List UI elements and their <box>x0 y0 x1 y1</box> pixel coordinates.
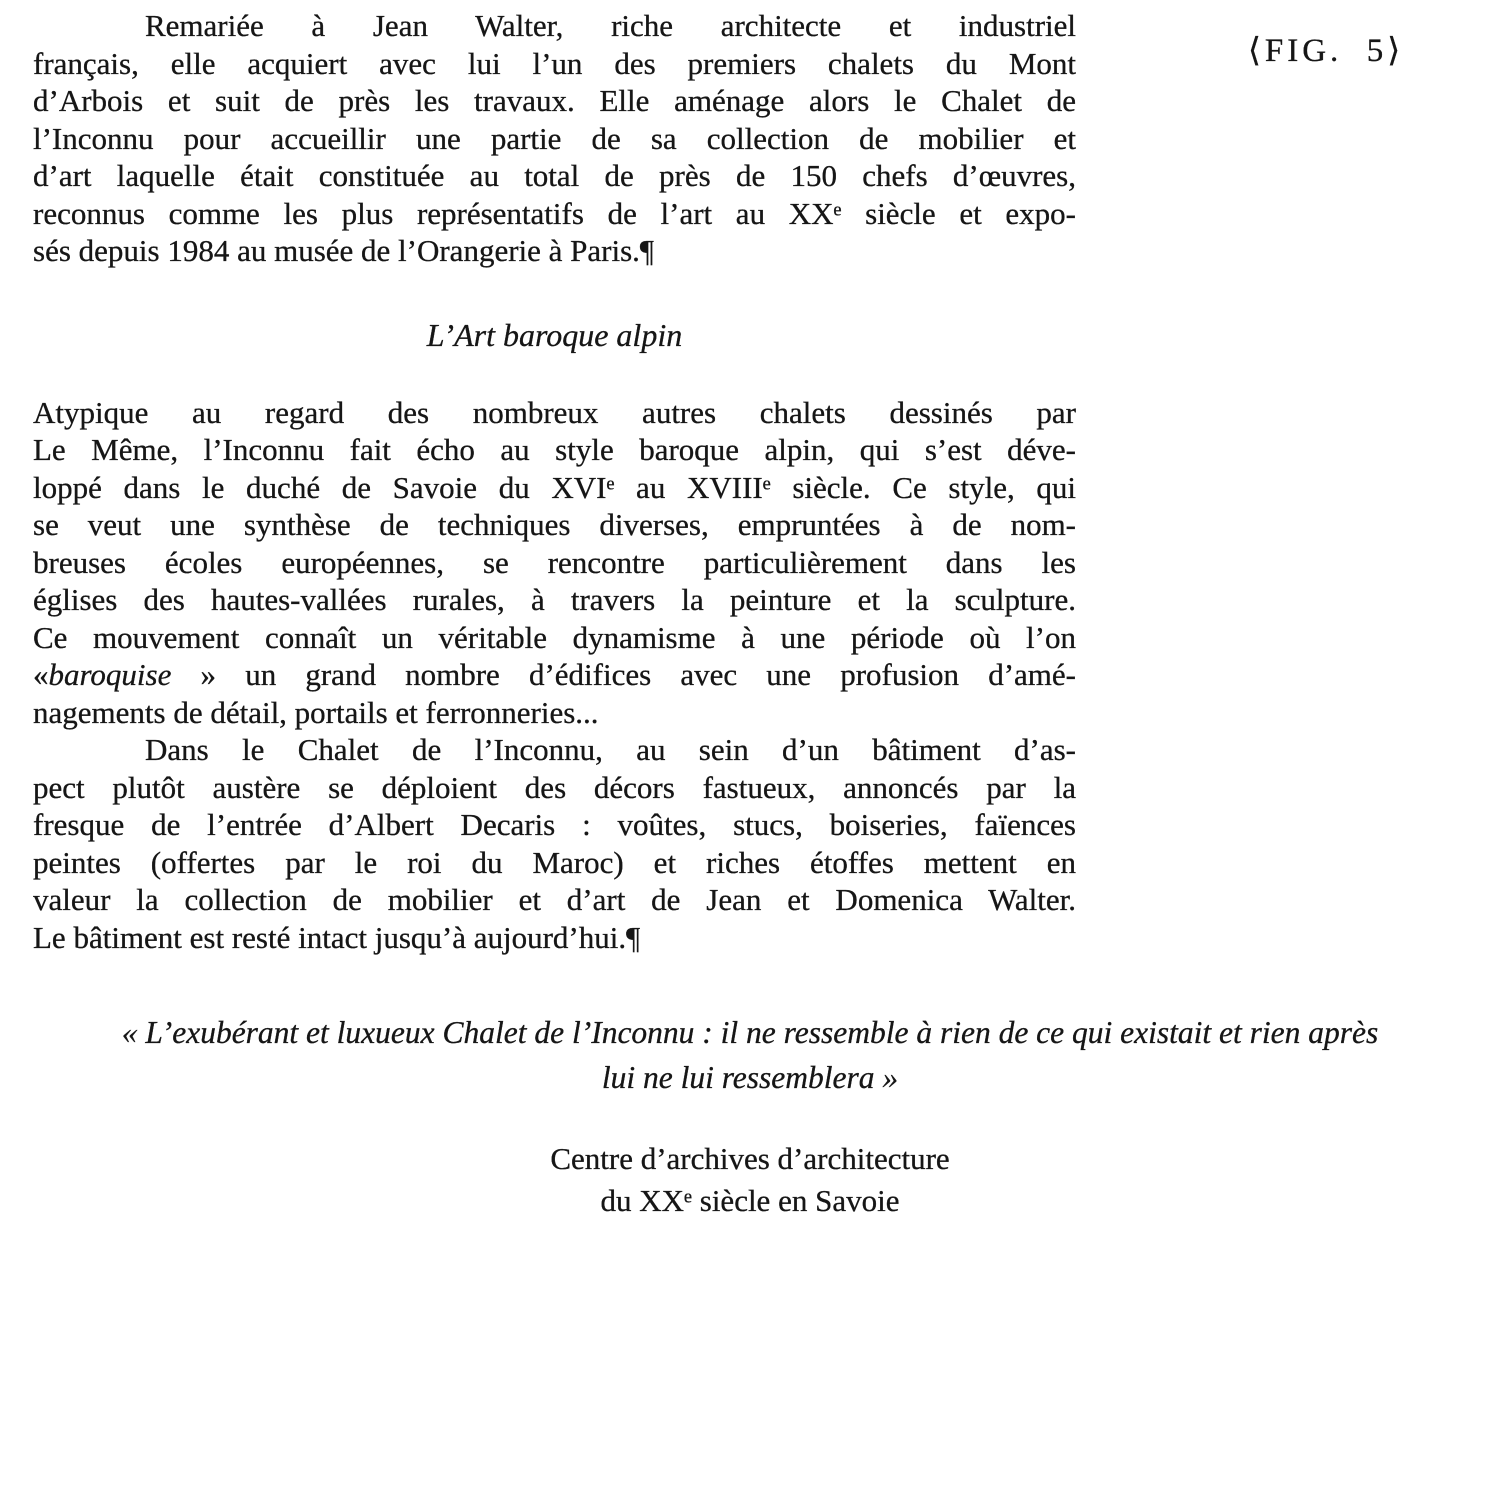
main-text-column <box>33 0 1076 956</box>
text-line: peintes (offertes par le roi du Maroc) et riches étoffes mettent en <box>33 844 1076 880</box>
figure-reference: ⟨FIG. 5⟩ <box>1248 33 1405 69</box>
text-line: d’Arbois et suit de près les travaux. Elle aménage alors le Chalet de <box>33 83 1076 118</box>
credit-line: Centre d’archives d’architecture <box>550 1141 950 1176</box>
quote-line: lui ne lui ressemblera » <box>601 1060 899 1095</box>
text-line: reconnus comme les plus représentatifs de l’art au XXᵉ siècle et expo- <box>33 195 1076 231</box>
text-line: loppé dans le duché de Savoie du XVIᵉ au XVIIIᵉ siècle. Ce style, qui <box>33 469 1076 505</box>
text-line: valeur la collection de mobilier et d’art de Jean et Domenica Walter. <box>33 882 1076 917</box>
text-line: nagements de détail, portails et ferronneries... <box>33 694 599 730</box>
text-line: Le Même, l’Inconnu fait écho au style baroque alpin, qui s’est déve- <box>33 432 1076 467</box>
text-line: Ce mouvement connaît un véritable dynamisme à une période où l’on <box>33 619 1076 655</box>
paragraph-atypique <box>33 394 1076 732</box>
text-line: fresque de l’entrée d’Albert Decaris : voûtes, stucs, boiseries, faïences <box>33 807 1076 842</box>
quote-line: « L’exubérant et luxueux Chalet de l’Inconnu : il ne ressemble à rien de ce qui existait et rien après <box>121 1015 1379 1050</box>
pull-quote <box>4 1010 1496 1100</box>
paragraph-remariee <box>33 7 1076 270</box>
text-line: pect plutôt austère se déploient des décors fastueux, annoncés par la <box>33 769 1076 805</box>
text-line: français, elle acquiert avec lui l’un des premiers chalets du Mont <box>33 45 1076 81</box>
italic-term: baroquise <box>48 657 172 692</box>
text-line: églises des hautes-vallées rurales, à travers la peinture et la sculpture. <box>33 582 1076 617</box>
text-line: Remariée à Jean Walter, riche architecte et industriel <box>145 8 1076 43</box>
archive-credit <box>34 1138 1466 1222</box>
text-line: l’Inconnu pour accueillir une partie de sa collection de mobilier et <box>33 120 1076 156</box>
text-line: Dans le Chalet de l’Inconnu, au sein d’un bâtiment d’as- <box>145 732 1076 767</box>
text-line: se veut une synthèse de techniques diverses, empruntées à de nom- <box>33 507 1076 542</box>
credit-line: du XXᵉ siècle en Savoie <box>600 1183 900 1218</box>
paragraph-chalet <box>33 731 1076 956</box>
line-remainder: » un grand nombre d’édifices avec une profusion d’amé- <box>171 657 1076 692</box>
text-line: sés depuis 1984 au musée de l’Orangerie à Paris.¶ <box>33 233 654 268</box>
guillemet-open: « <box>33 657 49 692</box>
text-line: breuses écoles européennes, se rencontre particulièrement dans les <box>33 544 1076 580</box>
text-line: d’art laquelle était constituée au total de près de 150 chefs d’œuvres, <box>33 158 1076 193</box>
text-line-baroquise <box>33 656 1076 694</box>
text-line: Atypique au regard des nombreux autres chalets dessinés par <box>33 394 1076 430</box>
text-line: Le bâtiment est resté intact jusqu’à aujourd’hui.¶ <box>33 919 641 955</box>
section-heading: L’Art baroque alpin <box>426 316 683 353</box>
